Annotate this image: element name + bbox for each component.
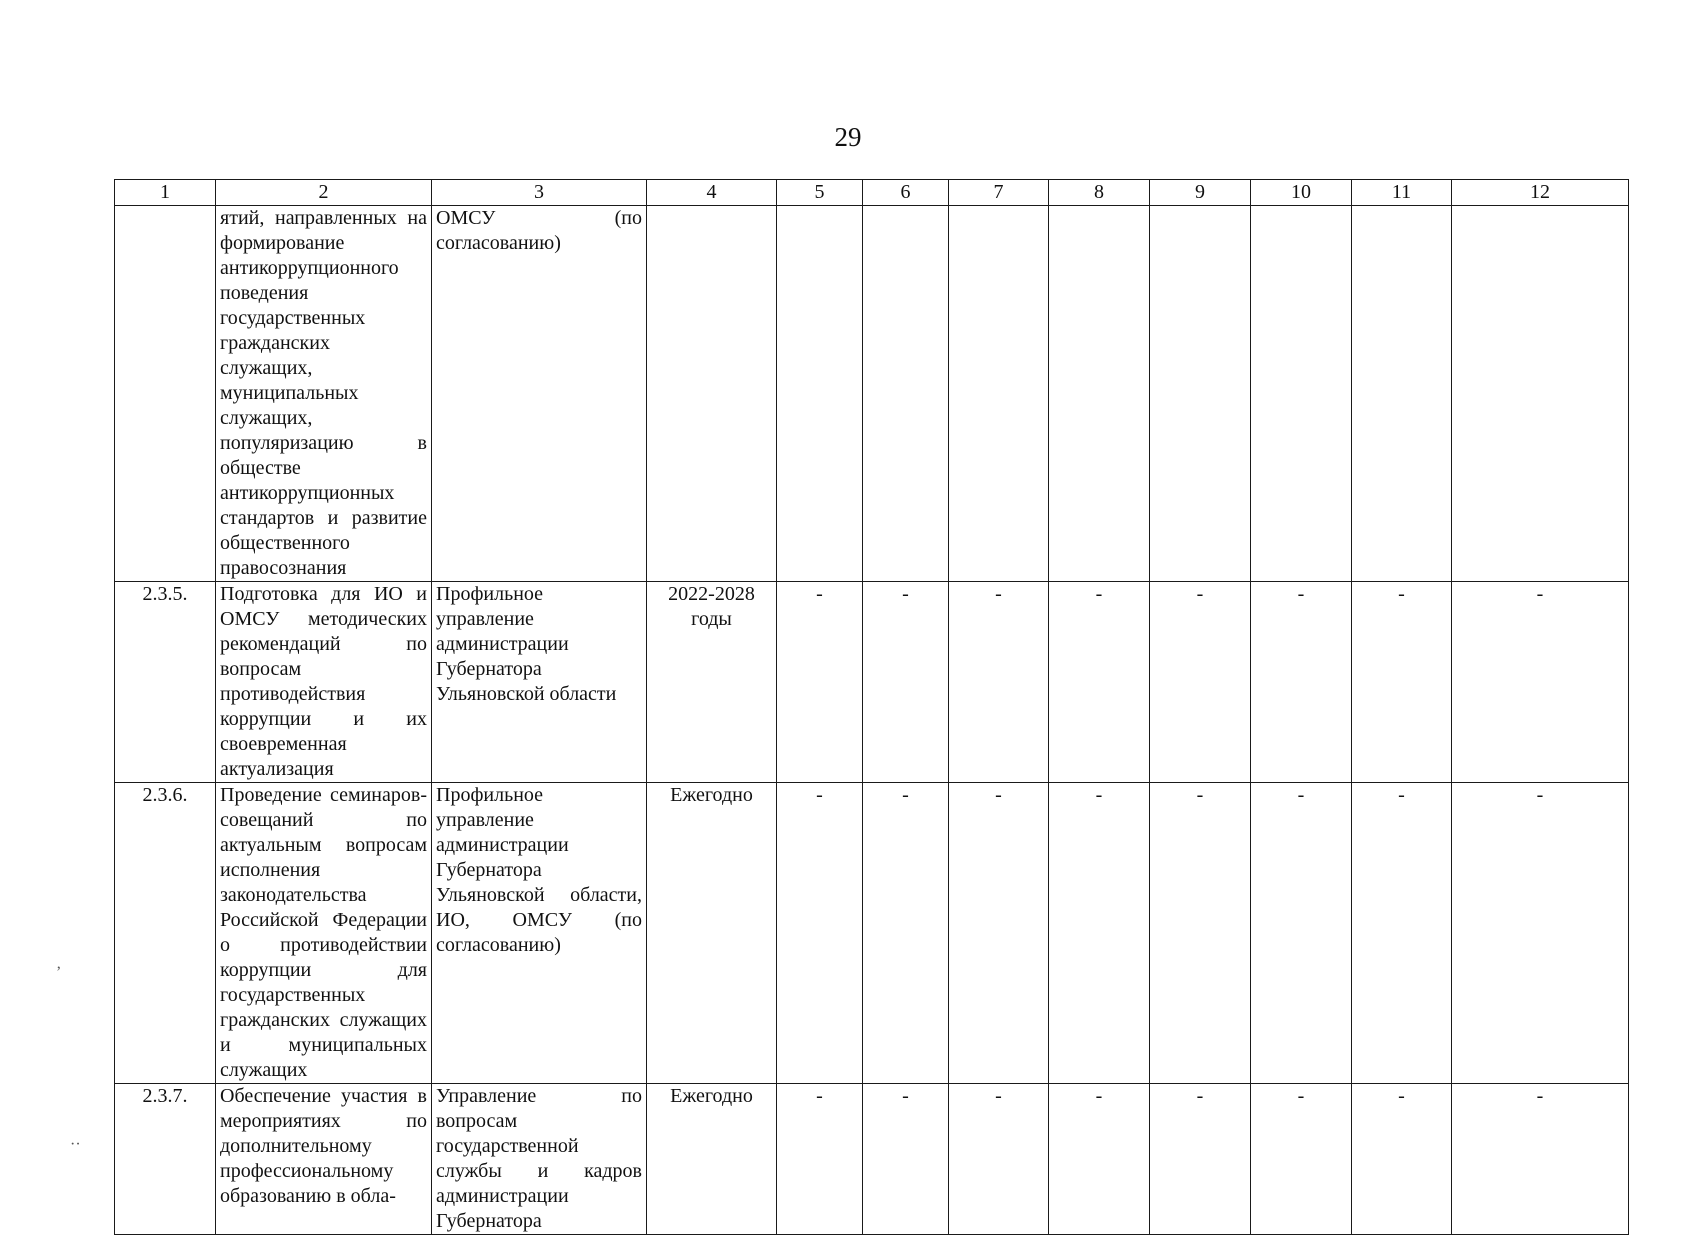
value-cell: - [1251,783,1352,1084]
value-cell: - [863,1084,949,1235]
measure-text: Обеспечение участия в мероприятиях по дополнительному профессиональному образованию в обла- [216,1084,432,1235]
value-cell: - [949,1084,1049,1235]
header-cell: 11 [1352,180,1452,206]
term-text [647,206,777,582]
value-cell: - [1049,1084,1150,1235]
table-row [115,783,1629,1084]
page-number: 29 [834,122,862,152]
value-cell [1049,206,1150,582]
value-cell: - [1150,582,1251,783]
value-cell: - [1352,783,1452,1084]
header-cell: 12 [1452,180,1629,206]
header-cell: 5 [777,180,863,206]
measure-text: Проведение семинаров-совещаний по актуальным вопросам исполнения законодательства Российской Федерации о противодействии коррупции для государственных гражданских служащих и муниципальных служащих [216,783,432,1084]
value-cell [1251,206,1352,582]
column-number-header [115,180,1629,206]
executor-text: ОМСУ (по согласованию) [432,206,647,582]
value-cell: - [1352,582,1452,783]
value-cell [949,206,1049,582]
executor-text: Профильное управление администрации Губернатора Ульяновской области [432,582,647,783]
header-cell: 4 [647,180,777,206]
value-cell: - [777,1084,863,1235]
row-number: 2.3.5. [115,582,216,783]
term-text: Ежегодно [647,783,777,1084]
row-number: 2.3.6. [115,783,216,1084]
value-cell: - [1452,582,1629,783]
header-cell: 8 [1049,180,1150,206]
value-cell: - [1352,1084,1452,1235]
measure-text: ятий, направленных на формирование антикоррупционного поведения государственных гражданских служащих, муниципальных служащих, популяризацию в обществе антикоррупционных стандартов и развитие общественного правосознания [216,206,432,582]
executor-text: Управление по вопросам государственной службы и кадров администрации Губернатора [432,1084,647,1235]
header-cell: 10 [1251,180,1352,206]
header-cell: 2 [216,180,432,206]
value-cell: - [1049,783,1150,1084]
term-text: 2022-2028 годы [647,582,777,783]
value-cell: - [1049,582,1150,783]
executor-text: Профильное управление администрации Губернатора Ульяновской области, ИО, ОМСУ (по согласованию) [432,783,647,1084]
row-number: 2.3.7. [115,1084,216,1235]
scan-speck: ·· [70,1136,81,1153]
table-row [115,206,1629,582]
value-cell [1352,206,1452,582]
header-cell: 3 [432,180,647,206]
value-cell: - [863,783,949,1084]
value-cell: - [1251,582,1352,783]
header-cell: 1 [115,180,216,206]
value-cell: - [1251,1084,1352,1235]
value-cell [1150,206,1251,582]
value-cell: - [1150,1084,1251,1235]
header-cell: 6 [863,180,949,206]
value-cell [1452,206,1629,582]
value-cell [777,206,863,582]
value-cell: - [949,783,1049,1084]
header-cell: 7 [949,180,1049,206]
term-text: Ежегодно [647,1084,777,1235]
scan-speck: ’ [56,964,62,981]
measure-text: Подготовка для ИО и ОМСУ методических рекомендаций по вопросам противодействия коррупции и их своевременная актуализация [216,582,432,783]
row-number [115,206,216,582]
value-cell [863,206,949,582]
table-row [115,582,1629,783]
value-cell: - [777,582,863,783]
value-cell: - [1150,783,1251,1084]
value-cell: - [863,582,949,783]
table-row [115,1084,1629,1235]
header-cell: 9 [1150,180,1251,206]
measures-table [114,179,1629,1235]
value-cell: - [949,582,1049,783]
value-cell: - [1452,1084,1629,1235]
value-cell: - [1452,783,1629,1084]
value-cell: - [777,783,863,1084]
